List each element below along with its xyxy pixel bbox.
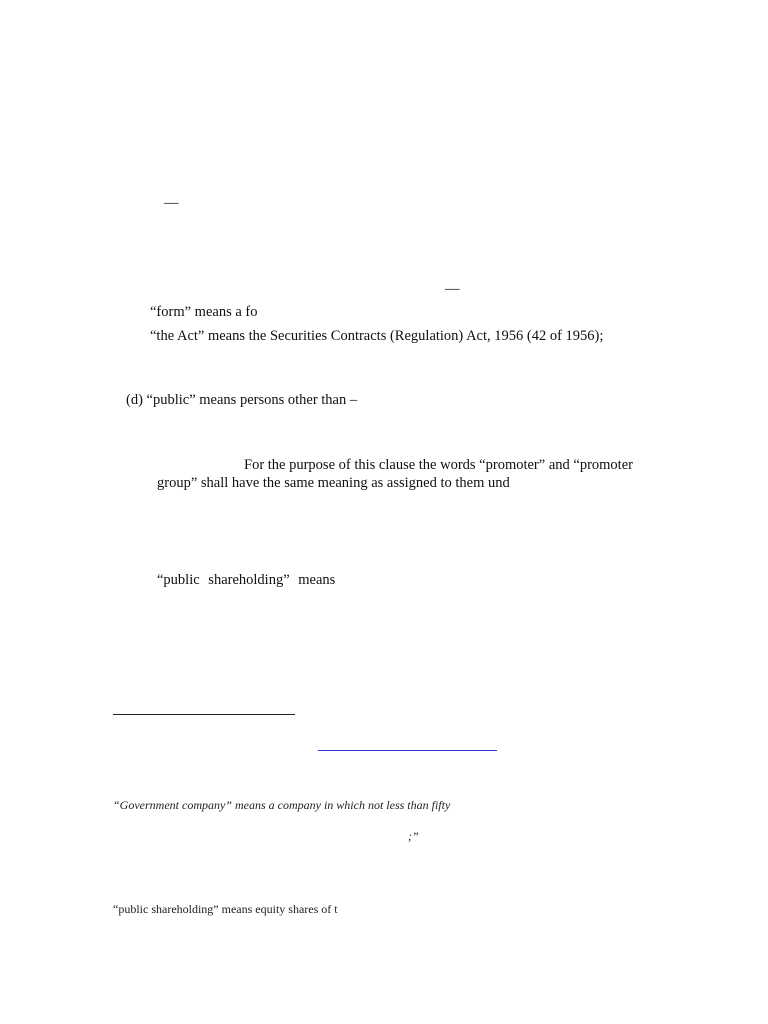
- footnote-government-company: “Government company” means a company in which not less than fifty: [113, 798, 451, 812]
- hyperlink-underline[interactable]: [318, 750, 497, 751]
- em-dash: —: [445, 281, 460, 297]
- footnote-closing-quote: ;”: [408, 829, 419, 843]
- definition-act: “the Act” means the Securities Contracts (Regulation) Act, 1956 (42 of 1956);: [150, 328, 604, 344]
- em-dash: —: [164, 195, 179, 211]
- definition-form: “form” means a fo: [150, 304, 258, 320]
- explanation-line-2: group” shall have the same meaning as assigned to them und: [157, 475, 510, 491]
- footnote-separator: [113, 714, 295, 715]
- definition-public-shareholding: “public shareholding” means: [157, 572, 336, 588]
- footnote-public-shareholding: “public shareholding” means equity shares of t: [113, 902, 338, 916]
- definition-public: (d) “public” means persons other than –: [126, 392, 358, 408]
- explanation-line-1: For the purpose of this clause the words “promoter” and “promoter: [244, 457, 633, 473]
